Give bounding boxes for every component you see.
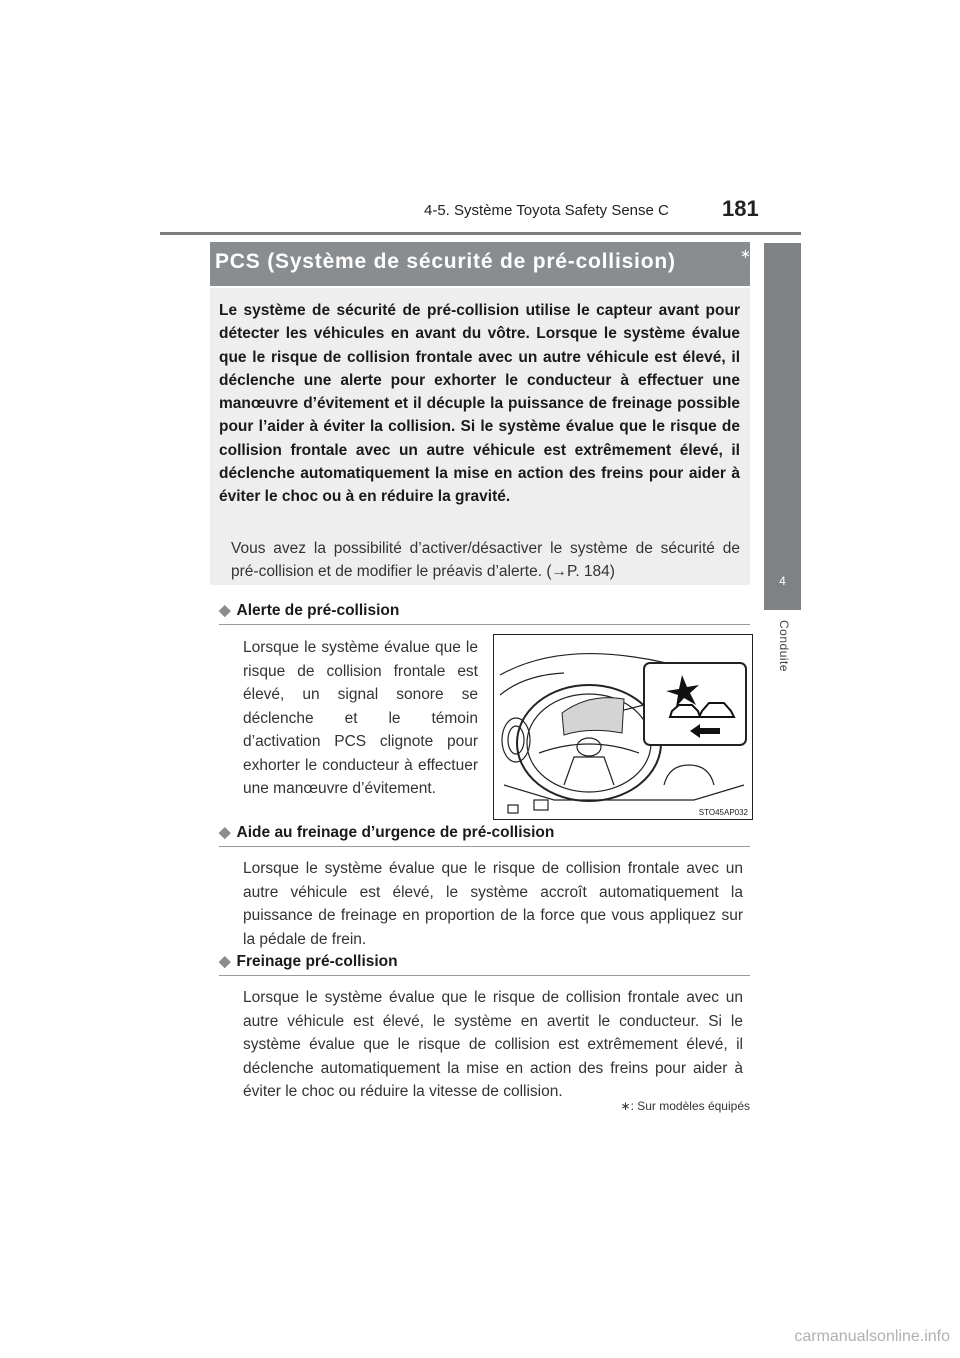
diamond-bullet-icon: ◆: [219, 824, 231, 841]
header-section-title: 4-5. Système Toyota Safety Sense C: [424, 202, 669, 219]
section-body-brake-assist: Lorsque le système évalue que le risque de collision frontale avec un autre véhicule est élevé, le système accroît automatiquement la puissance de freinage en proportion de la force que vous appliquez sur la pédale de frein.: [243, 860, 743, 948]
section-rule: [219, 975, 750, 976]
section-heading-text: Aide au freinage d’urgence de pré-collision: [236, 824, 555, 841]
intro-text: Le système de sécurité de pré-collision utilise le capteur avant pour détecter les véhicules en avant du vôtre. Lorsque le système évalue que le risque de collision frontale avec un autre véhicule est élevé, il déclenche une alerte pour exhorter le conducteur à effectuer une manœuvre d’évitement et il décuple la puissance de freinage possible pour l’aider à éviter la collision. Si le système évalue que le risque de collision frontale avec un autre véhicule est extrêmement élevé, il déclenche automatiquement la mise en action des freins pour aider à éviter le choc ou à en réduire la gravité.: [219, 302, 740, 506]
section-heading-alert: [219, 601, 399, 620]
intro-note: Vous avez la possibilité d’activer/désactiver le système de sécurité de pré-collision et de modifier le préavis d’alerte. (→P. 184): [231, 540, 740, 580]
section-heading-brake-assist: [219, 823, 554, 842]
page-title: PCS (Système de sécurité de pré-collision): [215, 250, 676, 273]
diamond-bullet-icon: ◆: [219, 602, 231, 619]
chapter-label: Conduite: [777, 620, 791, 673]
watermark: carmanualsonline.info: [794, 1328, 950, 1345]
section-body-alert: Lorsque le système évalue que le risque de collision frontale est élevé, un signal sonore se déclenche et le témoin d’activation PCS clignote pour exhorter le conducteur à effectuer une manœuvre d’évitement.: [243, 639, 478, 797]
section-heading-text: Alerte de pré-collision: [236, 602, 400, 619]
chapter-number: 4: [779, 574, 786, 588]
section-heading-text: Freinage pré-collision: [236, 953, 398, 970]
title-footnote-marker: ∗: [740, 246, 751, 261]
page-number: 181: [722, 196, 759, 221]
footnote: ∗: Sur modèles équipés: [620, 1099, 750, 1113]
diamond-bullet-icon: ◆: [219, 953, 231, 970]
section-body-pre-collision-braking: Lorsque le système évalue que le risque de collision frontale avec un autre véhicule est élevé, le système en avertit le conducteur. Si le système évalue que le risque de collision est extrêmement élevé, il déclenche automatiquement la mise en action des freins pour aider à éviter le choc ou réduire la vitesse de collision.: [243, 989, 743, 1100]
header-rule: [160, 232, 801, 235]
figure-code: STO45AP032: [698, 808, 748, 817]
chapter-tab: [764, 243, 801, 610]
dashboard-illustration: [493, 634, 753, 820]
section-rule: [219, 624, 750, 625]
dashboard-drawing: [494, 635, 752, 819]
section-heading-pre-collision-braking: [219, 952, 398, 971]
section-rule: [219, 846, 750, 847]
